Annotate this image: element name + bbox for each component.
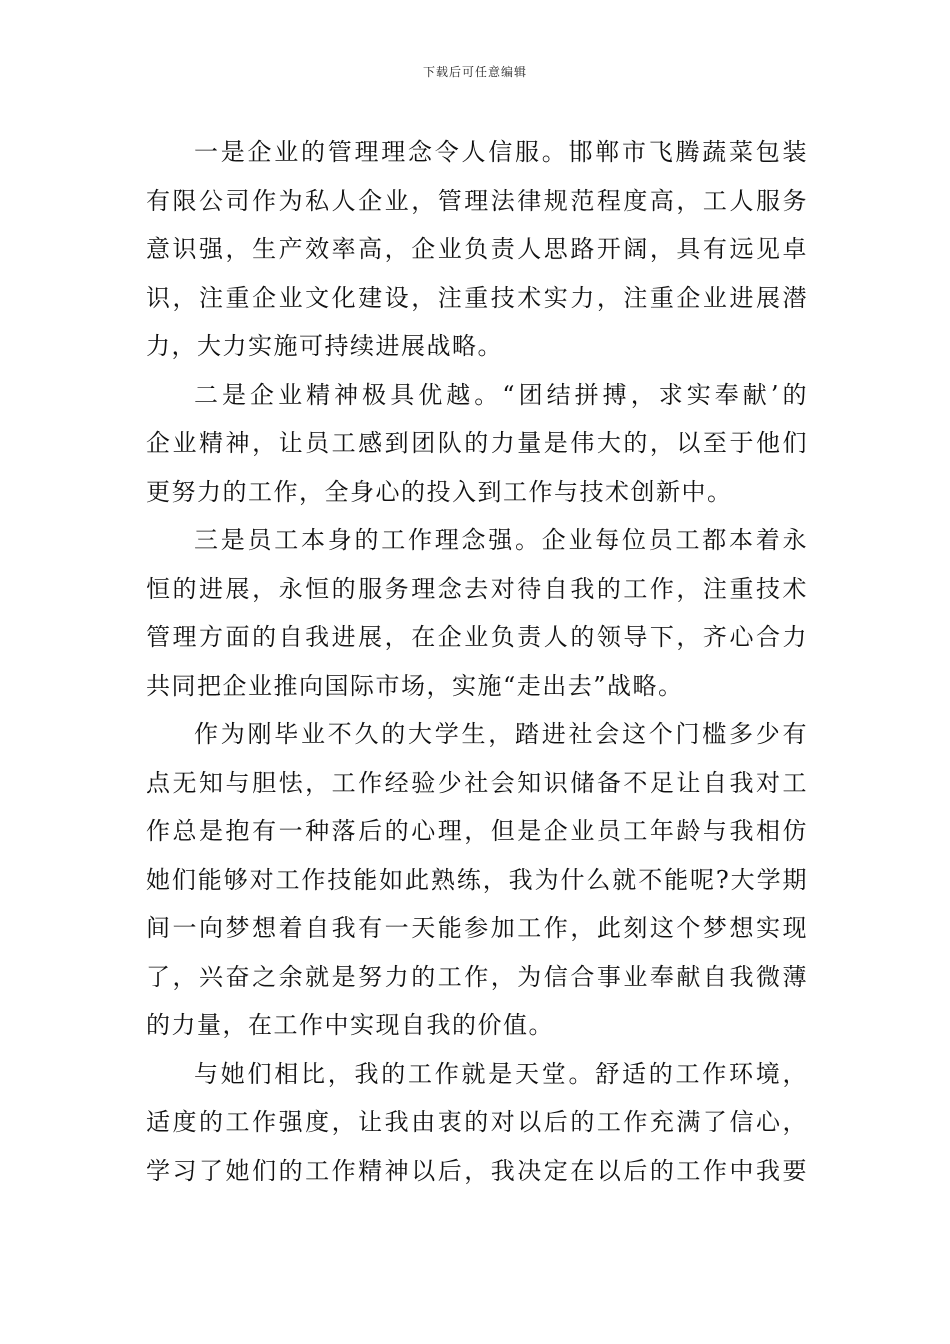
- text-line: 恒的进展，永恒的服务理念去对待自我的工作，注重技术: [146, 574, 808, 603]
- document-body: [146, 128, 808, 1195]
- paragraph-2: [146, 371, 808, 517]
- paragraph-5: [146, 1050, 808, 1196]
- text-line: 二是企业精神极具优越。“团结拼搏，求实奉献’的: [194, 380, 808, 409]
- text-line: 间一向梦想着自我有一天能参加工作，此刻这个梦想实现: [146, 914, 808, 942]
- text-line: 更努力的工作，全身心的投入到工作与技术创新中。: [146, 477, 733, 506]
- text-line: 一是企业的管理理念令人信服。邯郸市飞腾蔬菜包装: [194, 138, 808, 166]
- text-line: 作为刚毕业不久的大学生，踏进社会这个门槛多少有: [194, 720, 808, 748]
- text-line: 共同把企业推向国际市场，实施“走出去”战略。: [146, 671, 684, 700]
- paragraph-4: [146, 710, 808, 1050]
- text-line: 与她们相比，我的工作就是天堂。舒适的工作环境，: [194, 1059, 808, 1088]
- text-line: 意识强，生产效率高，企业负责人思路开阔，具有远见卓: [146, 235, 808, 263]
- text-line: 三是员工本身的工作理念强。企业每位员工都本着永: [194, 526, 808, 554]
- page-header: 下载后可任意编辑: [422, 65, 527, 79]
- text-line: 她们能够对工作技能如此熟练，我为什么就不能呢?大学期: [146, 865, 808, 894]
- text-line: 力，大力实施可持续进展战略。: [146, 332, 503, 360]
- text-line: 识，注重企业文化建设，注重技术实力，注重企业进展潜: [146, 283, 808, 312]
- paragraph-1: [146, 128, 808, 371]
- text-line: 有限公司作为私人企业，管理法律规范程度高，工人服务: [146, 186, 808, 215]
- text-line: 管理方面的自我进展，在企业负责人的领导下，齐心合力: [146, 623, 808, 651]
- text-line: 了，兴奋之余就是努力的工作，为信合事业奉献自我微薄: [146, 962, 808, 991]
- text-line: 学习了她们的工作精神以后，我决定在以后的工作中我要: [146, 1156, 808, 1185]
- text-line: 作总是抱有一种落后的心理，但是企业员工年龄与我相仿: [146, 817, 808, 845]
- text-line: 适度的工作强度，让我由衷的对以后的工作充满了信心，: [146, 1108, 808, 1136]
- text-line: 企业精神，让员工感到团队的力量是伟大的，以至于他们: [146, 429, 808, 457]
- paragraph-3: [146, 516, 808, 710]
- text-line: 点无知与胆怯，工作经验少社会知识储备不足让自我对工: [146, 768, 808, 797]
- text-line: 的力量，在工作中实现自我的价值。: [146, 1011, 554, 1039]
